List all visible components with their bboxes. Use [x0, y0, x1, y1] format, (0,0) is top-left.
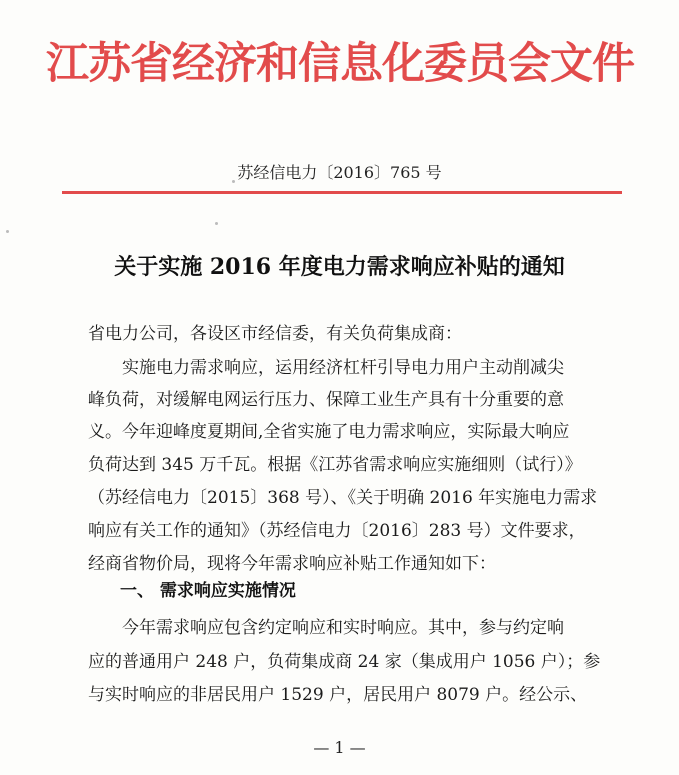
notice-title: 关于实施 2016 年度电力需求响应补贴的通知 — [114, 254, 565, 280]
body-line: 负荷达到 345 万千瓦。根据《江苏省需求响应实施细则（试行）》 — [88, 455, 582, 475]
scan-speck — [232, 180, 235, 183]
body-line: 省电力公司，各设区市经信委，有关负荷集成商： — [88, 324, 462, 344]
body-line: 与实时响应的非居民用户 1529 户，居民用户 8079 户。经公示、 — [88, 685, 588, 705]
body-line: 今年需求响应包含约定响应和实时响应。其中，参与约定响 — [88, 618, 564, 638]
body-line: 经商省物价局，现将今年需求响应补贴工作通知如下： — [88, 554, 496, 574]
red-separator-line — [62, 191, 622, 194]
section-heading: 一、 需求响应实施情况 — [120, 581, 296, 601]
body-line: （苏经信电力〔2015〕368 号）、《关于明确 2016 年实施电力需求 — [88, 488, 598, 508]
body-line: 峰负荷，对缓解电网运行压力、保障工业生产具有十分重要的意 — [88, 390, 564, 410]
body-line: 实施电力需求响应，运用经济杠杆引导电力用户主动削减尖 — [88, 358, 564, 378]
document-number: 苏经信电力〔2016〕765 号 — [237, 163, 442, 182]
page-number: — 1 — — [313, 738, 366, 757]
body-line: 响应有关工作的通知》（苏经信电力〔2016〕283 号）文件要求， — [88, 521, 586, 541]
scan-speck — [6, 230, 9, 233]
body-line: 应的普通用户 248 户，负荷集成商 24 家（集成用户 1056 户）；参 — [88, 652, 601, 672]
body-line: 义。今年迎峰度夏期间,全省实施了电力需求响应，实际最大响应 — [88, 422, 570, 442]
issuer-header-title: 江苏省经济和信息化委员会文件 — [46, 39, 634, 89]
scan-speck — [215, 222, 218, 225]
